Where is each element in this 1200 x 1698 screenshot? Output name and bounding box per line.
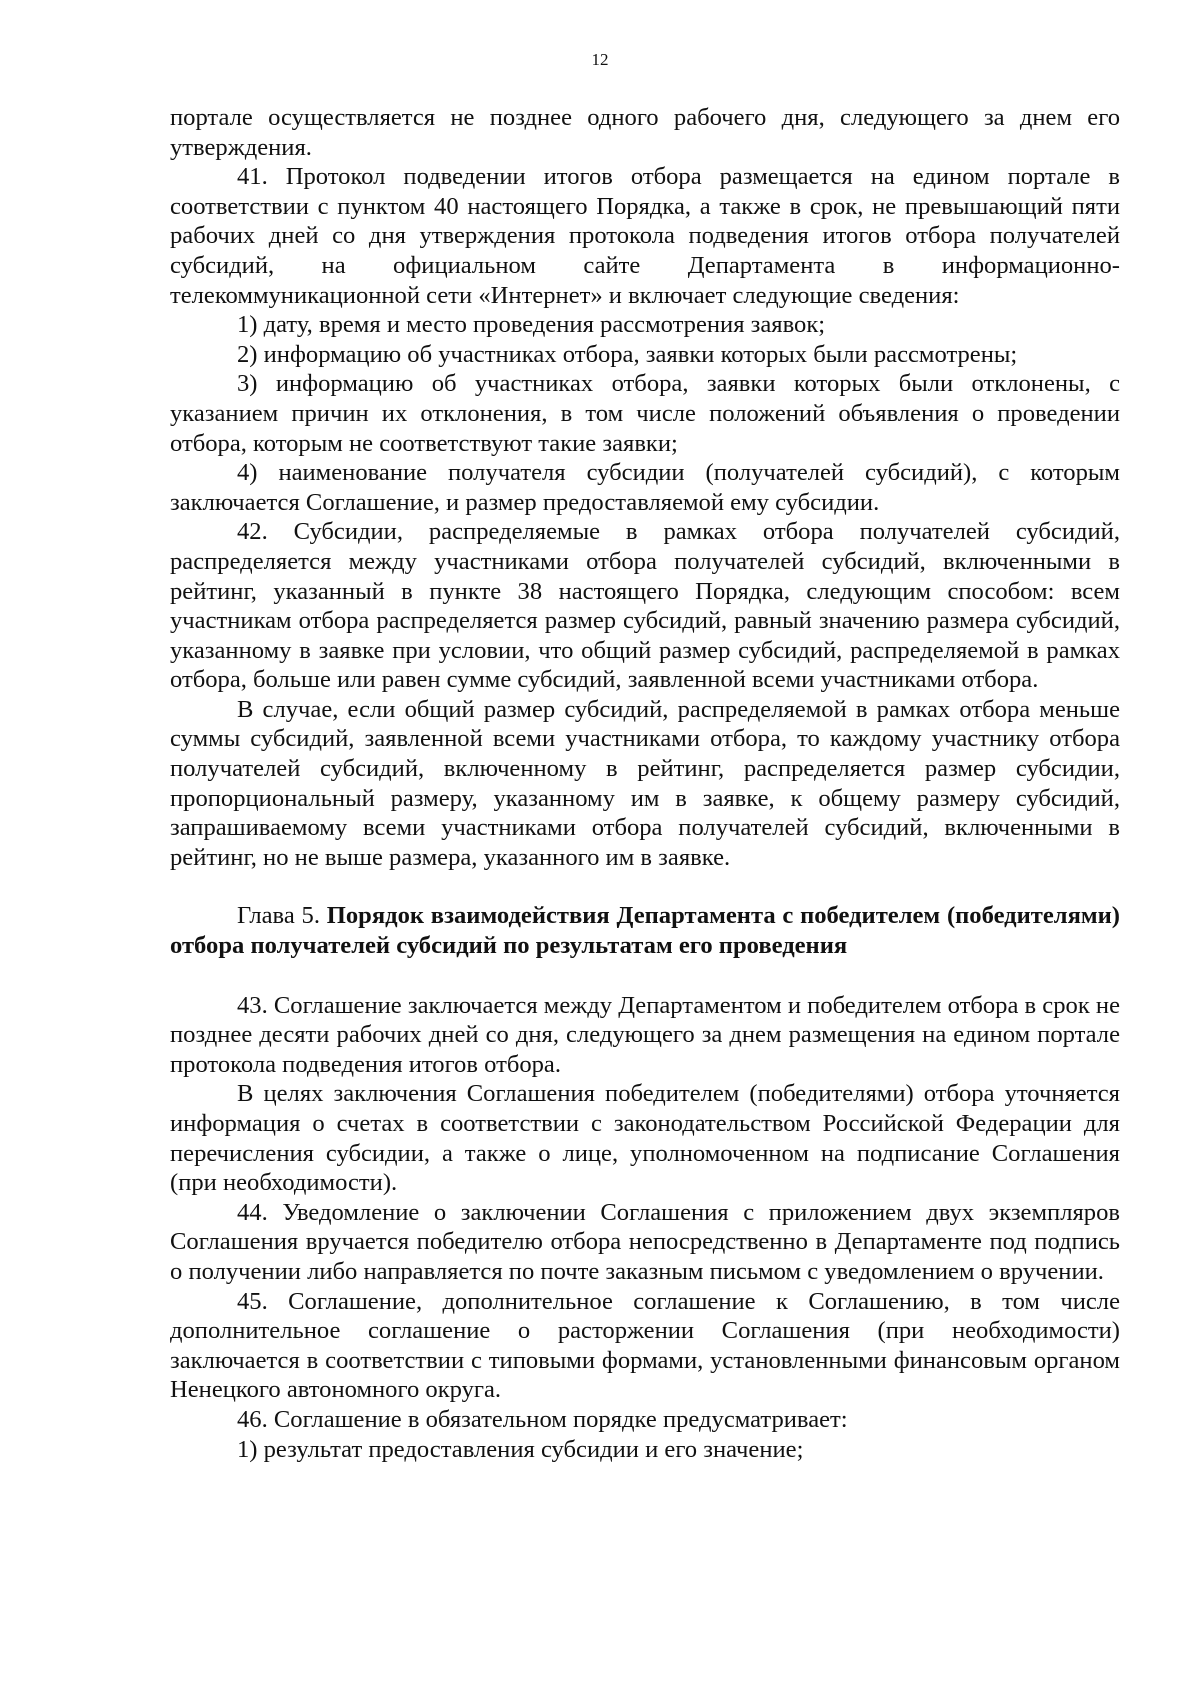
document-body [170,103,1120,1464]
list-item-41-2: 2) информацию об участниках отбора, заявки которых были рассмотрены; [237,340,1018,368]
paragraph-41: 41. Протокол подведении итогов отбора размещается на едином портале в соответствии с пунктом 40 настоящего Порядка, а также в срок, не превышающий пяти рабочих дней со дня утверждения протокола подведения итогов отбора получателей субсидий, на официальном сайте Департамента в информационно-телекоммуникационной сети «Интернет» и включает следующие сведения: [170,163,1120,309]
page-number: 12 [591,50,609,69]
paragraph-43: 43. Соглашение заключается между Департаментом и победителем отбора в срок не позднее десяти рабочих дней со дня, следующего за днем размещения на едином портале протокола подведения итогов отбора. [170,991,1120,1078]
list-item-41-3: 3) информацию об участниках отбора, заявки которых были отклонены, с указанием причин их отклонения, в том числе положений объявления о проведении отбора, которым не соответствуют такие заявки; [170,370,1120,457]
paragraph-46: 46. Соглашение в обязательном порядке предусматривает: [237,1405,848,1433]
chapter-heading [170,901,1120,960]
paragraph-43-details: В целях заключения Соглашения победителем (победителями) отбора уточняется информация о счетах в соответствии с законодательством Российской Федерации для перечисления субсидии, а также о лице, уполномоченном на подписание Соглашения (при необходимости). [170,1080,1120,1197]
paragraph-42-case: В случае, если общий размер субсидий, распределяемой в рамках отбора меньше суммы субсидий, заявленной всеми участниками отбора, то каждому участнику отбора получателей субсидий, включенному в рейтинг, распределяется размер субсидии, пропорциональный размеру, указанному им в заявке, к общему размеру субсидий, запрашиваемому всеми участниками отбора получателей субсидий, включенными в рейтинг, но не выше размера, указанного им в заявке. [170,695,1120,871]
chapter-label: Глава 5. [237,902,327,930]
paragraph-45: 45. Соглашение, дополнительное соглашение к Соглашению, в том числе дополнительное соглашение о расторжении Соглашения (при необходимости) заключается в соответствии с типовыми формами, установленными финансовым органом Ненецкого автономного округа. [170,1287,1120,1404]
list-item-46-1: 1) результат предоставления субсидии и его значение; [237,1435,804,1463]
list-item-41-4: 4) наименование получателя субсидии (получателей субсидий), с которым заключается Соглашение, и размер предоставляемой ему субсидии. [170,459,1120,516]
paragraph-42: 42. Субсидии, распределяемые в рамках отбора получателей субсидий, распределяется между участниками отбора получателей субсидий, включенными в рейтинг, указанный в пункте 38 настоящего Порядка, следующим способом: всем участникам отбора распределяется размер субсидий, равный значению размера субсидий, указанному в заявке при условии, что общий размер субсидий, распределяемой в рамках отбора, больше или равен сумме субсидий, заявленной всеми участниками отбора. [170,518,1120,694]
paragraph-44: 44. Уведомление о заключении Соглашения с приложением двух экземпляров Соглашения вручается победителю отбора непосредственно в Департаменте под подпись о получении либо направляется по почте заказным письмом с уведомлением о вручении. [170,1198,1120,1285]
chapter-title: Порядок взаимодействия Департамента с победителем (победителями) отбора получателей субсидий по результатам его проведения [170,902,1120,960]
paragraph-continuation: портале осуществляется не позднее одного рабочего дня, следующего за днем его утверждения. [170,104,1120,161]
list-item-41-1: 1) дату, время и место проведения рассмотрения заявок; [237,311,826,339]
